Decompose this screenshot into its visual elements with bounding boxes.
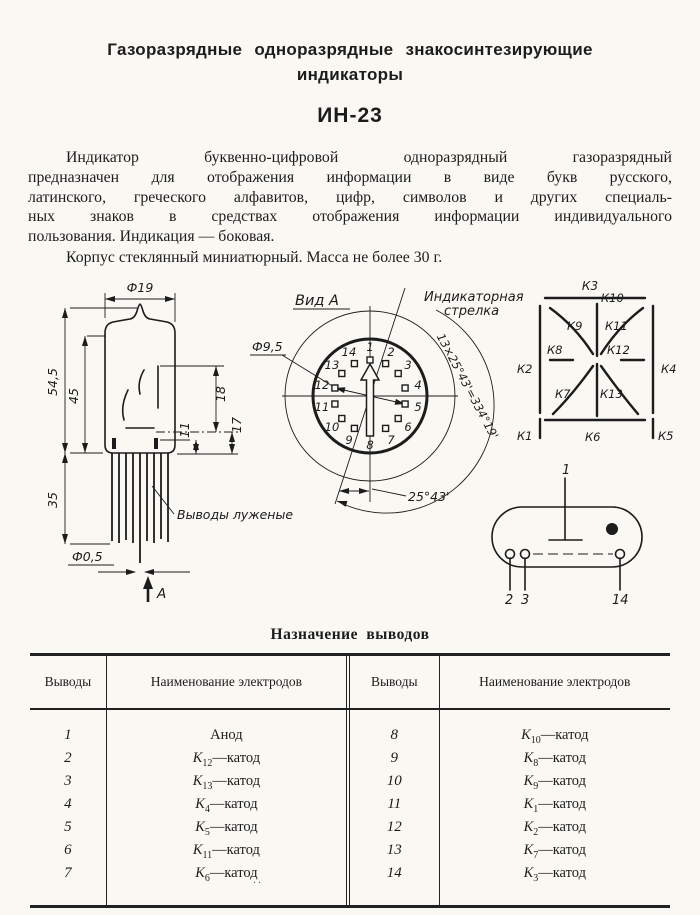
angle-step-label: 25°43' — [408, 489, 450, 504]
svg-text:14: 14 — [341, 345, 357, 359]
device-model: ИН-23 — [317, 104, 383, 127]
intro-paragraph — [28, 148, 672, 247]
pin-cell: 8 — [390, 727, 399, 743]
svg-text:10: 10 — [324, 420, 340, 434]
svg-text:1: 1 — [366, 340, 374, 354]
leads-label: Выводы луженые — [177, 507, 294, 522]
svg-text:К4: К4 — [661, 362, 677, 376]
electrodes-column-right — [440, 710, 670, 905]
intro-line: ных знаков в средствах отображения информации индивидуального — [28, 208, 672, 226]
pins-column-left — [30, 710, 107, 905]
pin-cell: 2 — [64, 750, 72, 766]
svg-text:11: 11 — [314, 400, 330, 414]
svg-text:12: 12 — [314, 378, 330, 392]
electrode-cell: $К_2—катод$ — [523, 819, 586, 838]
intro-line: Индикатор буквенно-цифровой одноразрядный газоразрядный — [66, 149, 672, 166]
view-direction-arrow — [143, 576, 166, 602]
svg-text:К1: К1 — [517, 429, 533, 443]
svg-text:6: 6 — [404, 420, 412, 434]
svg-text:К6: К6 — [585, 430, 601, 444]
electrode-cell: $К_{13}—катод$ — [192, 773, 261, 792]
pin-cell: 12 — [386, 819, 402, 835]
pin-cell: 14 — [386, 865, 402, 881]
dim-right-cluster — [156, 366, 244, 454]
pin2-label: 2 — [505, 593, 514, 608]
dim-label-35: 35 — [45, 492, 60, 508]
col-header-electrodes-right: Наименование электродов — [479, 674, 631, 689]
angle-sum-label: 13×25°43'=334°19' — [433, 330, 502, 442]
view-a-title: Вид А — [295, 293, 339, 309]
pin1-label: 1 — [562, 463, 571, 478]
electrode-cell: $К_6—катод$ — [195, 865, 258, 884]
pin-cell: 4 — [64, 796, 72, 812]
electrode-cell: $К_5—катод$ — [195, 819, 258, 838]
svg-text:3: 3 — [404, 358, 412, 372]
intro-line: латинского, греческого алфавитов, цифр, символов и других специаль- — [28, 188, 672, 206]
view-letter: А — [157, 586, 167, 602]
svg-text:9: 9 — [345, 433, 353, 447]
electrode-cell: $К_8—катод$ — [523, 750, 586, 769]
svg-text:К11: К11 — [605, 319, 628, 333]
title-line1: Газоразрядные одноразрядные знакосинтезирующие — [107, 40, 593, 59]
dim-label-dia95: Ф9,5 — [252, 339, 283, 354]
segment-layout-figure — [505, 278, 695, 458]
electrode-cell: $К_1—катод$ — [523, 796, 586, 815]
pin-cell: 10 — [386, 773, 402, 789]
svg-text:К12: К12 — [607, 343, 630, 357]
pins-column-right — [350, 710, 440, 905]
dim-label-18: 18 — [213, 386, 228, 402]
electrode-cell: $К_{11}—катод$ — [192, 842, 260, 861]
svg-text:К13: К13 — [600, 387, 623, 401]
electrodes-column-left — [107, 710, 350, 905]
dim-pin-circle — [250, 339, 406, 407]
svg-text:К5: К5 — [658, 429, 674, 443]
dim-label-54-5: 54,5 — [45, 368, 60, 396]
pin14-label: 14 — [612, 593, 629, 608]
indicator-arrow-label-1: Индикаторная — [424, 290, 524, 305]
table-header-row — [30, 656, 670, 710]
dim-dia05 — [68, 549, 190, 575]
svg-text:К8: К8 — [547, 343, 563, 357]
body-paragraph: Корпус стеклянный миниатюрный. Масса не более 30 г. — [66, 249, 443, 266]
svg-text:К2: К2 — [517, 362, 533, 376]
electrode-cell: $К_4—катод$ — [195, 796, 258, 815]
svg-text:5: 5 — [414, 400, 422, 414]
pin-cell: 5 — [64, 819, 72, 835]
pin-cell: 7 — [64, 865, 72, 881]
dim-dia19 — [105, 280, 175, 322]
dim-label-45: 45 — [66, 388, 81, 404]
intro-line: пользования. Индикация — боковая. — [28, 228, 275, 246]
svg-text:7: 7 — [387, 433, 395, 447]
dim-45 — [66, 336, 106, 453]
col-header-electrodes-left: Наименование электродов — [107, 656, 350, 708]
electrode-cell: $К_3—катод$ — [523, 865, 586, 884]
pin3-label: 3 — [521, 593, 530, 608]
electrode-cell: $К_{10}—катод$ — [521, 727, 589, 746]
indicator-arrow-label-2: стрелка — [444, 304, 500, 319]
svg-text:13: 13 — [324, 358, 340, 372]
pin-cell: 1 — [64, 727, 72, 743]
tube-inner-electrodes — [112, 366, 158, 449]
svg-text:К9: К9 — [567, 319, 583, 333]
svg-text:К10: К10 — [601, 291, 624, 305]
document-title — [40, 38, 660, 87]
table-body — [30, 710, 670, 905]
pin-cell: 13 — [386, 842, 402, 858]
intro-line: предназначен для отображения информации в виде букв русского, — [28, 168, 672, 186]
pin-cell: 9 — [390, 750, 399, 766]
side-view-figure — [472, 462, 672, 607]
pin-assignment-table — [30, 653, 670, 908]
dim-step-angle — [339, 488, 450, 504]
dim-35 — [45, 453, 110, 544]
pin-cell: 11 — [387, 796, 402, 812]
segment-k3-label: К3 — [581, 279, 599, 293]
title-line2: индикаторы — [296, 64, 404, 84]
pin-cell: 3 — [64, 773, 72, 789]
tube-leads — [112, 453, 168, 563]
getter-dot — [606, 523, 618, 535]
electrode-cell: $К_7—катод$ — [523, 842, 586, 861]
electrode-cell: Анод — [210, 727, 243, 743]
dim-54-5 — [45, 308, 137, 453]
svg-text:2: 2 — [387, 345, 395, 359]
page-mark: .. — [253, 872, 263, 886]
electrode-cell: $К_9—катод$ — [523, 773, 586, 792]
col-header-pins-left: Выводы — [30, 656, 107, 708]
svg-text:4: 4 — [414, 378, 422, 392]
electrode-cell: $К_{12}—катод$ — [192, 750, 261, 769]
table-caption: Назначение выводов — [270, 626, 430, 643]
col-header-pins-right: Выводы — [350, 656, 440, 708]
svg-text:8: 8 — [366, 438, 374, 452]
dim-label-11: 11 — [177, 422, 192, 438]
indicator-arrow — [361, 364, 379, 436]
dim-label-17: 17 — [229, 417, 244, 433]
svg-text:К7: К7 — [555, 387, 571, 401]
pin-cell: 6 — [64, 842, 72, 858]
dim-label-dia05: Ф0,5 — [72, 549, 103, 564]
dim-label-dia19: Ф19 — [126, 280, 154, 295]
